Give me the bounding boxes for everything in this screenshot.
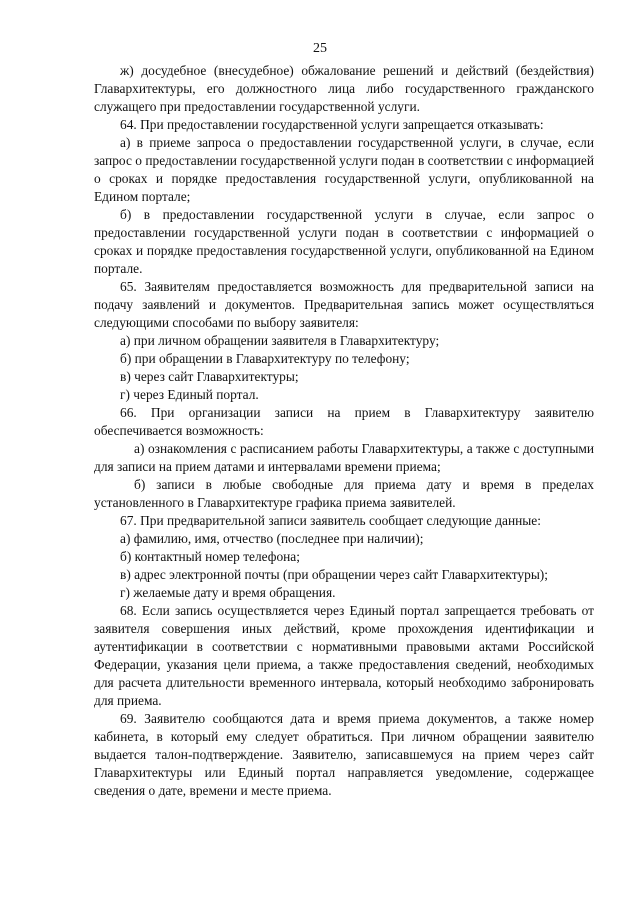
paragraph-69: 69. Заявителю сообщаются дата и время приема документов, а также номер кабинета, в который ему следует обратиться. При личном обращении заявителю выдается талон-подтверждение. Заявителю, записавшемуся на прием через сайт Главархитектуры или Единый портал направляется уведомление, содержащее сведения о дате, времени и месте приема. [94, 711, 594, 798]
page-number: 25 [313, 41, 327, 56]
paragraph-66-a: а) ознакомления с расписанием работы Главархитектуры, а также с доступными для записи на прием датами и интервалами времени приема; [94, 441, 594, 474]
paragraph-65-a: а) при личном обращении заявителя в Главархитектуру; [120, 333, 440, 348]
paragraph-appeal-item-zh: ж) досудебное (внесудебное) обжалование решений и действий (бездействия) Главархитектуры, его должностного лица либо государственного гражданского служащего при предоставлении государственной услуги. [94, 63, 594, 114]
paragraph-64-b: б) в предоставлении государственной услуги в случае, если запрос о предоставлении государственной услуги подан в соответствии с информацией о сроках и порядке предоставления государственной услуги, опубликованной на Едином портале. [94, 207, 594, 276]
paragraph-67: 67. При предварительной записи заявитель сообщает следующие данные: [120, 513, 541, 528]
paragraph-67-a: а) фамилию, имя, отчество (последнее при наличии); [120, 531, 424, 546]
paragraph-65-b: б) при обращении в Главархитектуру по телефону; [120, 351, 410, 366]
paragraph-66-b: б) записи в любые свободные для приема дату и время в пределах установленного в Главархитектуре графика приема заявителей. [94, 477, 594, 510]
paragraph-65-g: г) через Единый портал. [120, 387, 259, 402]
paragraph-68: 68. Если запись осуществляется через Единый портал запрещается требовать от заявителя совершения иных действий, кроме прохождения идентификации и аутентификации в соответствии с нормативными правовыми актами Российской Федерации, указания цели приема, а также предоставления сведений, необходимых для расчета длительности временного интервала, который необходимо забронировать для приема. [94, 603, 594, 708]
paragraph-67-b: б) контактный номер телефона; [120, 549, 300, 564]
paragraph-65: 65. Заявителям предоставляется возможность для предварительной записи на подачу заявлений и документов. Предварительная запись может осуществляться следующими способами по выбору заявителя: [94, 279, 594, 330]
paragraph-67-g: г) желаемые дату и время обращения. [120, 585, 336, 600]
paragraph-65-v: в) через сайт Главархитектуры; [120, 369, 299, 384]
paragraph-67-v: в) адрес электронной почты (при обращении через сайт Главархитектуры); [120, 567, 548, 582]
paragraph-64: 64. При предоставлении государственной услуги запрещается отказывать: [120, 117, 544, 132]
paragraph-66: 66. При организации записи на прием в Главархитектуру заявителю обеспечивается возможность: [94, 405, 594, 438]
paragraph-64-a: а) в приеме запроса о предоставлении государственной услуги, в случае, если запрос о предоставлении государственной услуги подан в соответствии с информацией о сроках и порядке предоставления государственной услуги, опубликованной на Едином портале; [94, 135, 594, 204]
document-body [94, 62, 594, 800]
